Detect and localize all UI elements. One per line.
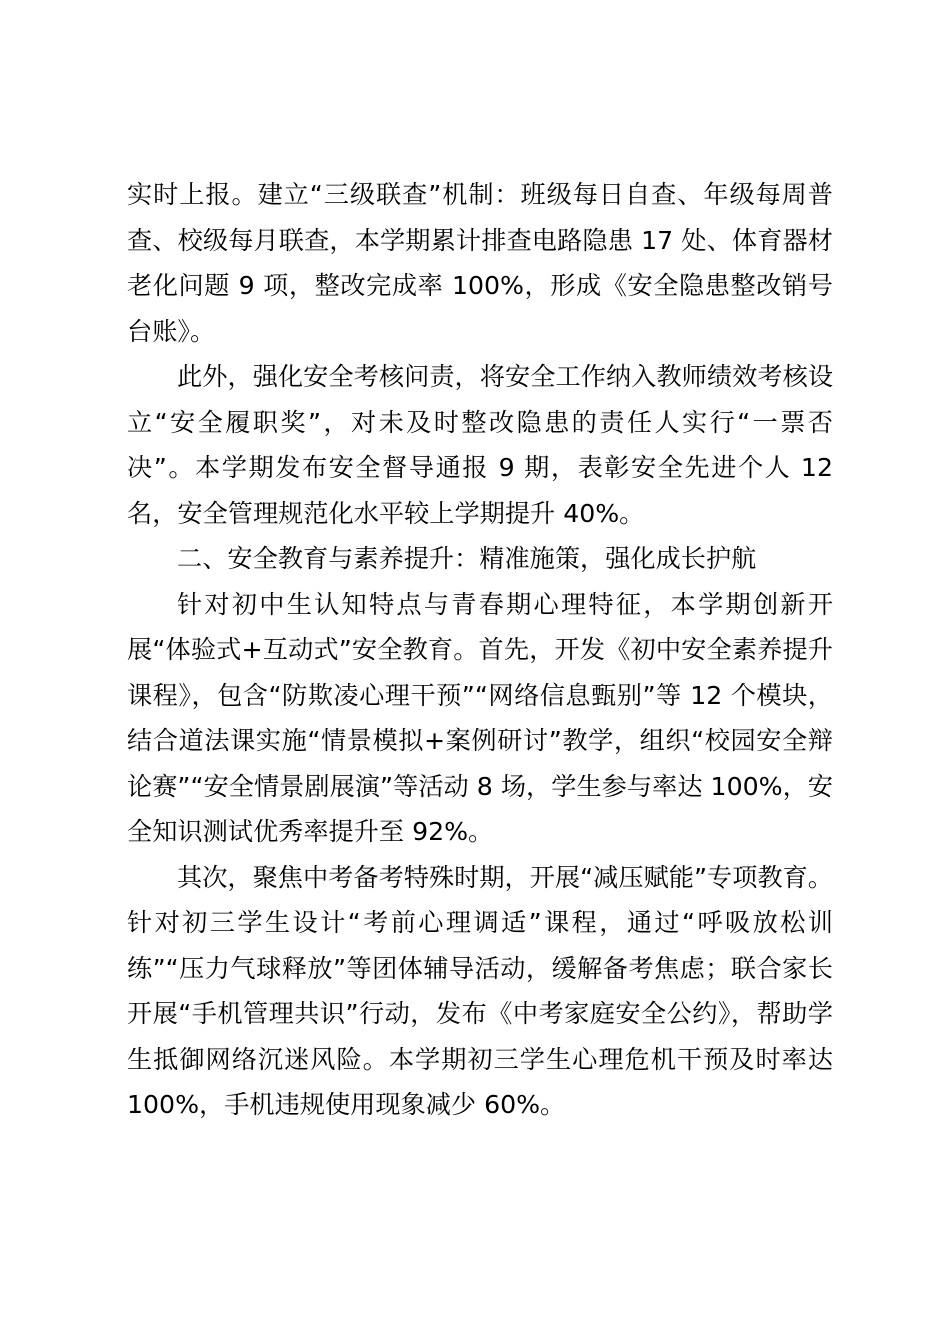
paragraph-safety-accountability: 此外，强化安全考核问责，将安全工作纳入教师绩效考核设立“安全履职奖”，对未及时整改隐患的责任人实行“一票否决”。本学期发布安全督导通报 9 期，表彰安全先进个人 12 名，安全管理规范化水平较上学期提升 40%。 [127,362,833,528]
section-heading: 二、安全教育与素养提升：精准施策，强化成长护航 [177,544,757,573]
paragraph-safety-education: 针对初中生认知特点与青春期心理特征，本学期创新开展“体验式+互动式”安全教育。首先，开发《初中安全素养提升课程》，包含“防欺凌心理干预”“网络信息甄别”等 12 个模块，结合道法课实施“情景模拟+案例研讨”教学，组织“校园安全辩论赛”“安全情景剧展演”等活动 8 场，学生参与率达 100%，安全知识测试优秀率提升至 92%。 [127,589,833,846]
document-body [127,172,833,1128]
paragraph-exam-stress-relief: 其次，聚焦中考备考特殊时期，开展“减压赋能”专项教育。针对初三学生设计“考前心理调适”课程，通过“呼吸放松训练”“压力气球释放”等团体辅导活动，缓解备考焦虑；联合家长开展“手机管理共识”行动，发布《中考家庭安全公约》，帮助学生抵御网络沉迷风险。本学期初三学生心理危机干预及时率达 100%，手机违规使用现象减少 60%。 [127,862,833,1119]
paragraph-safety-inspection: 实时上报。建立“三级联查”机制：班级每日自查、年级每周普查、校级每月联查，本学期累计排查电路隐患 17 处、体育器材老化问题 9 项，整改完成率 100%，形成《安全隐患整改销号台账》。 [127,180,833,346]
